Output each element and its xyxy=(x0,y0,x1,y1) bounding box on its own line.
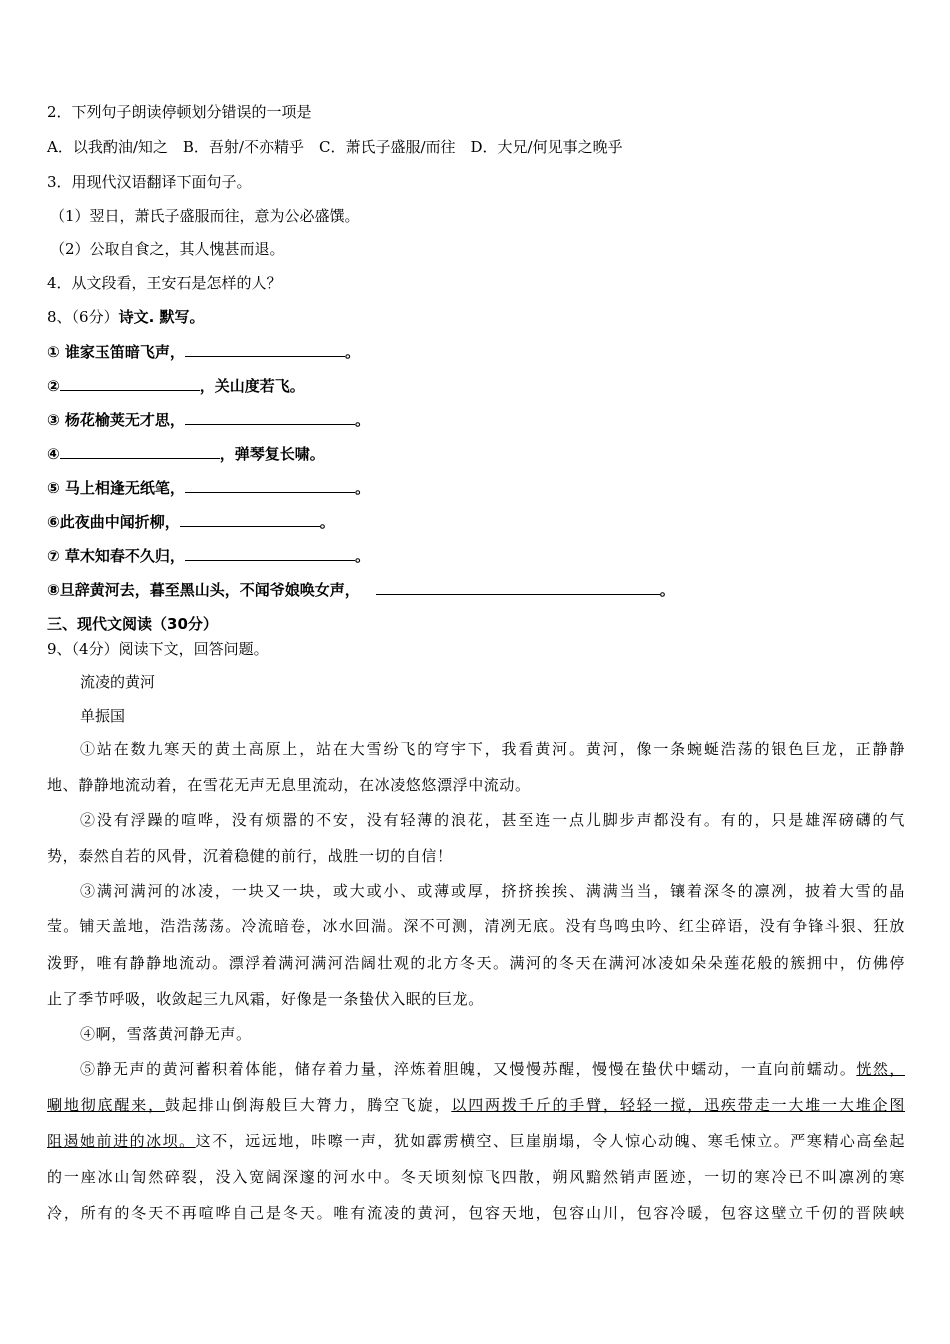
q4-stem: 4．从文段看，王安石是怎样的人？ xyxy=(47,274,282,292)
article-author: 单振国 xyxy=(80,707,126,725)
dictation-item-7: ⑦ 草木知春不久归， 。 xyxy=(47,547,370,565)
underlined-phrase: 以四两拨千斤的手臂，轻轻一搅， xyxy=(451,1096,705,1114)
q2-stem: 2．下列句子朗读停顿划分错误的一项是 xyxy=(47,103,312,121)
underlined-phrase: 唰地彻底醒来， xyxy=(47,1096,165,1114)
answer-blank[interactable] xyxy=(376,580,660,595)
q8-heading xyxy=(47,307,205,327)
q3-stem: 3．用现代汉语翻译下面句子。 xyxy=(47,173,252,191)
q3-sentence-1: （1）翌日，萧氏子盛服而往，意为公必盛馔。 xyxy=(50,207,360,225)
section-3-title: 三、现代文阅读（30分） xyxy=(47,615,218,633)
q2-options: A．以我酌油/知之 B．吾射/不亦精乎 C．萧氏子盛服/而往 D．大兄/何见事之晚乎 xyxy=(47,138,623,156)
paragraph-1-line: ①站在数九寒天的黄土高原上，站在大雪纷飞的穹宇下，我看黄河。黄河，像一条蜿蜒浩荡的银色巨龙，正静静 xyxy=(80,740,905,758)
answer-blank[interactable] xyxy=(185,410,355,425)
dictation-item-4: ④ ，弹琴复长啸。 xyxy=(47,445,325,463)
dictation-item-1: ① 谁家玉笛暗飞声， 。 xyxy=(47,343,360,361)
underlined-phrase: 迅疾带走一大堆一大堆企图 xyxy=(704,1096,905,1114)
q9-stem: 9、（4分）阅读下文，回答问题。 xyxy=(47,640,269,658)
answer-blank[interactable] xyxy=(185,478,355,493)
paragraph-3-line: 莹。铺天盖地，浩浩荡荡。冷流暗卷，冰水回湍。深不可测，清冽无底。没有鸟鸣虫吟、红尘碎语，没有争锋斗狠、狂放 xyxy=(47,917,905,935)
paragraph-5-line: 唰地彻底醒来，鼓起排山倒海般巨大膂力，腾空飞旋，以四两拨千斤的手臂，轻轻一搅，迅疾带走一大堆一大堆企图 xyxy=(47,1096,905,1114)
paragraph-1-line: 地、静静地流动着，在雪花无声无息里流动，在冰凌悠悠漂浮中流动。 xyxy=(47,776,531,794)
dictation-item-8: ⑧旦辞黄河去，暮至黑山头，不闻爷娘唤女声， 。 xyxy=(47,581,675,599)
answer-blank[interactable] xyxy=(60,444,220,459)
dictation-item-6: ⑥此夜曲中闻折柳， 。 xyxy=(47,513,335,531)
answer-blank[interactable] xyxy=(185,342,345,357)
answer-blank[interactable] xyxy=(60,376,200,391)
paragraph-5-line: 冷，所有的冬天不再喧哗自己是冬天。唯有流凌的黄河，包容天地，包容山川，包容冷暖，包容这壁立千仞的晋陕峡 xyxy=(47,1204,905,1222)
paragraph-5-line: 阻遏她前进的冰坝。这不，远远地，咔嚓一声，犹如霹雳横空、巨崖崩塌，令人惊心动魄、寒毛悚立。严寒精心高垒起 xyxy=(47,1132,906,1150)
paragraph-4: ④啊，雪落黄河静无声。 xyxy=(80,1025,252,1043)
q8-prefix: 8、（6分） xyxy=(47,308,119,326)
answer-blank[interactable] xyxy=(180,512,320,527)
paragraph-3-line: ③满河满河的冰凌，一块又一块，或大或小、或薄或厚，挤挤挨挨、满满当当，镶着深冬的凛冽，披着大雪的晶 xyxy=(80,882,905,900)
q3-sentence-2: （2）公取自食之，其人愧甚而退。 xyxy=(50,240,285,258)
dictation-item-5: ⑤ 马上相逢无纸笔， 。 xyxy=(47,479,370,497)
underlined-phrase: 阻遏她前进的冰坝。 xyxy=(47,1132,196,1150)
paragraph-5-line: 的一座冰山訇然碎裂，没入宽阔深邃的河水中。冬天顷刻惊飞四散，朔风黯然销声匿迹，一切的寒冷已不叫凛冽的寒 xyxy=(47,1168,905,1186)
paragraph-2-line: 势，泰然自若的风骨，沉着稳健的前行，战胜一切的自信！ xyxy=(47,847,453,865)
answer-blank[interactable] xyxy=(185,546,355,561)
dictation-item-3: ③ 杨花榆荚无才思， 。 xyxy=(47,411,370,429)
paragraph-5-line: ⑤静无声的黄河蓄积着体能，储存着力量，淬炼着胆魄，又慢慢苏醒，慢慢在蛰伏中蠕动，一直向前蠕动。恍然， xyxy=(80,1060,905,1078)
paragraph-3-line: 止了季节呼吸，收敛起三九风霜，好像是一条蛰伏入眠的巨龙。 xyxy=(47,990,484,1008)
article-title: 流凌的黄河 xyxy=(80,673,156,691)
paragraph-3-line: 泼野，唯有静静地流动。漂浮着满河满河浩阔壮观的北方冬天。满河的冬天在满河冰凌如朵朵莲花般的簇拥中，仿佛停 xyxy=(47,954,905,972)
q8-title: 诗文. 默写。 xyxy=(118,308,205,326)
dictation-item-2: ② ，关山度若飞。 xyxy=(47,377,305,395)
underlined-phrase: 恍然， xyxy=(856,1060,905,1078)
paragraph-2-line: ②没有浮躁的喧哗，没有烦嚣的不安，没有轻薄的浪花，甚至连一点儿脚步声都没有。有的，只是雄浑磅礴的气 xyxy=(80,811,905,829)
